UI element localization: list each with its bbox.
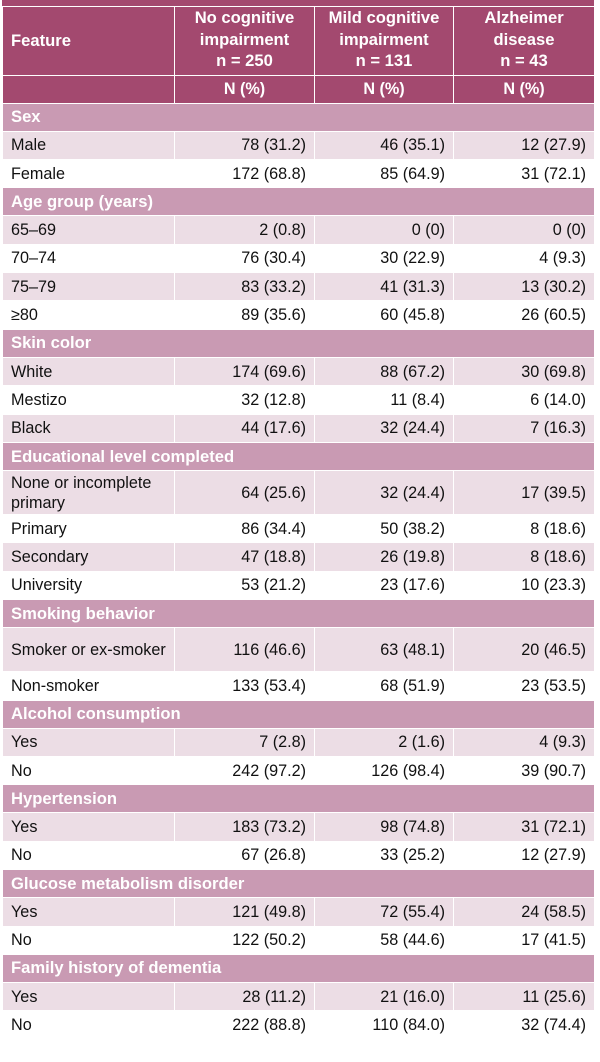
value-cell: 58 (44.6) <box>315 926 454 954</box>
section-header-row <box>3 870 595 898</box>
value-cell: 46 (35.1) <box>315 131 454 159</box>
value-cell: 41 (31.3) <box>315 273 454 301</box>
table-row <box>3 131 595 159</box>
row-label: No <box>3 841 175 869</box>
group-header-no-impairment <box>175 7 315 76</box>
value-cell: 4 (9.3) <box>454 728 595 756</box>
value-cell: 4 (9.3) <box>454 244 595 272</box>
row-label: White <box>3 357 175 385</box>
value-cell: 67 (26.8) <box>175 841 315 869</box>
value-cell: 31 (72.1) <box>454 159 595 187</box>
table-row <box>3 728 595 756</box>
group-n: n = 250 <box>216 51 273 70</box>
table-row <box>3 982 595 1010</box>
value-cell: 86 (34.4) <box>175 515 315 543</box>
value-cell: 11 (8.4) <box>315 386 454 414</box>
value-cell: 63 (48.1) <box>315 628 454 672</box>
section-title: Skin color <box>3 329 595 357</box>
row-label: No <box>3 926 175 954</box>
value-cell: 33 (25.2) <box>315 841 454 869</box>
value-cell: 32 (24.4) <box>315 471 454 515</box>
table-row <box>3 301 595 329</box>
value-cell: 10 (23.3) <box>454 571 595 599</box>
section-title: Glucose metabolism disorder <box>3 870 595 898</box>
value-cell: 121 (49.8) <box>175 898 315 926</box>
table-row <box>3 813 595 841</box>
section-header-row <box>3 785 595 813</box>
section-title: Hypertension <box>3 785 595 813</box>
value-cell: 98 (74.8) <box>315 813 454 841</box>
value-cell: 30 (22.9) <box>315 244 454 272</box>
value-cell: 21 (16.0) <box>315 982 454 1010</box>
table-row <box>3 628 595 672</box>
value-cell: 44 (17.6) <box>175 414 315 442</box>
value-cell: 122 (50.2) <box>175 926 315 954</box>
value-cell: 88 (67.2) <box>315 357 454 385</box>
value-cell: 172 (68.8) <box>175 159 315 187</box>
row-label: No <box>3 1011 175 1039</box>
group-name: Alzheimer disease <box>484 8 564 49</box>
row-label: Primary <box>3 515 175 543</box>
table-row <box>3 926 595 954</box>
unit-label: N (%) <box>175 75 315 103</box>
row-label: 75–79 <box>3 273 175 301</box>
value-cell: 53 (21.2) <box>175 571 315 599</box>
value-cell: 222 (88.8) <box>175 1011 315 1039</box>
value-cell: 13 (30.2) <box>454 273 595 301</box>
section-header-row <box>3 329 595 357</box>
value-cell: 26 (19.8) <box>315 543 454 571</box>
value-cell: 23 (17.6) <box>315 571 454 599</box>
table-row <box>3 159 595 187</box>
value-cell: 60 (45.8) <box>315 301 454 329</box>
value-cell: 8 (18.6) <box>454 515 595 543</box>
group-header-alzheimer <box>454 7 595 76</box>
value-cell: 174 (69.6) <box>175 357 315 385</box>
value-cell: 83 (33.2) <box>175 273 315 301</box>
value-cell: 183 (73.2) <box>175 813 315 841</box>
row-label: Yes <box>3 728 175 756</box>
table-row <box>3 571 595 599</box>
row-label: None or incomplete primary <box>3 471 175 515</box>
value-cell: 78 (31.2) <box>175 131 315 159</box>
table-body <box>3 103 595 1039</box>
row-label: University <box>3 571 175 599</box>
table-row <box>3 273 595 301</box>
section-header-row <box>3 700 595 728</box>
value-cell: 28 (11.2) <box>175 982 315 1010</box>
section-header-row <box>3 443 595 471</box>
row-label: Secondary <box>3 543 175 571</box>
row-label: Female <box>3 159 175 187</box>
section-title: Family history of dementia <box>3 954 595 982</box>
value-cell: 12 (27.9) <box>454 131 595 159</box>
value-cell: 72 (55.4) <box>315 898 454 926</box>
section-header-row <box>3 954 595 982</box>
value-cell: 7 (2.8) <box>175 728 315 756</box>
value-cell: 242 (97.2) <box>175 756 315 784</box>
value-cell: 32 (24.4) <box>315 414 454 442</box>
group-n: n = 43 <box>500 51 548 70</box>
table-row <box>3 216 595 244</box>
table-row <box>3 898 595 926</box>
row-label: Black <box>3 414 175 442</box>
value-cell: 0 (0) <box>454 216 595 244</box>
value-cell: 6 (14.0) <box>454 386 595 414</box>
value-cell: 0 (0) <box>315 216 454 244</box>
value-cell: 2 (0.8) <box>175 216 315 244</box>
value-cell: 68 (51.9) <box>315 672 454 700</box>
value-cell: 50 (38.2) <box>315 515 454 543</box>
group-header-mild-impairment <box>315 7 454 76</box>
group-name: No cognitive impairment <box>194 8 295 49</box>
value-cell: 8 (18.6) <box>454 543 595 571</box>
value-cell: 47 (18.8) <box>175 543 315 571</box>
table-row <box>3 386 595 414</box>
value-cell: 133 (53.4) <box>175 672 315 700</box>
table-row <box>3 1011 595 1039</box>
value-cell: 89 (35.6) <box>175 301 315 329</box>
unit-blank-cell <box>3 75 175 103</box>
row-label: Mestizo <box>3 386 175 414</box>
unit-row <box>3 75 595 103</box>
value-cell: 85 (64.9) <box>315 159 454 187</box>
row-label: Yes <box>3 898 175 926</box>
value-cell: 12 (27.9) <box>454 841 595 869</box>
table-row <box>3 756 595 784</box>
value-cell: 30 (69.8) <box>454 357 595 385</box>
value-cell: 20 (46.5) <box>454 628 595 672</box>
row-label: Smoker or ex-smoker <box>3 628 175 672</box>
value-cell: 17 (39.5) <box>454 471 595 515</box>
table-row <box>3 841 595 869</box>
value-cell: 32 (74.4) <box>454 1011 595 1039</box>
section-title: Alcohol consumption <box>3 700 595 728</box>
value-cell: 26 (60.5) <box>454 301 595 329</box>
row-label: Yes <box>3 982 175 1010</box>
value-cell: 39 (90.7) <box>454 756 595 784</box>
data-table-container <box>2 0 594 1040</box>
value-cell: 2 (1.6) <box>315 728 454 756</box>
row-label: Male <box>3 131 175 159</box>
table-row <box>3 357 595 385</box>
table-row <box>3 244 595 272</box>
value-cell: 110 (84.0) <box>315 1011 454 1039</box>
table-row <box>3 414 595 442</box>
group-name: Mild cognitive impairment <box>328 8 440 49</box>
feature-header: Feature <box>3 7 175 76</box>
row-label: ≥80 <box>3 301 175 329</box>
row-label: 70–74 <box>3 244 175 272</box>
table-row <box>3 543 595 571</box>
section-title: Sex <box>3 103 595 131</box>
row-label: Non-smoker <box>3 672 175 700</box>
section-header-row <box>3 188 595 216</box>
table-row <box>3 672 595 700</box>
section-title: Educational level completed <box>3 443 595 471</box>
characteristics-table <box>2 6 595 1040</box>
group-n: n = 131 <box>355 51 413 70</box>
value-cell: 17 (41.5) <box>454 926 595 954</box>
value-cell: 32 (12.8) <box>175 386 315 414</box>
section-header-row <box>3 103 595 131</box>
value-cell: 116 (46.6) <box>175 628 315 672</box>
row-label: No <box>3 756 175 784</box>
unit-label: N (%) <box>454 75 595 103</box>
header-row <box>3 7 595 76</box>
value-cell: 7 (16.3) <box>454 414 595 442</box>
value-cell: 64 (25.6) <box>175 471 315 515</box>
row-label: Yes <box>3 813 175 841</box>
unit-label: N (%) <box>315 75 454 103</box>
value-cell: 76 (30.4) <box>175 244 315 272</box>
value-cell: 126 (98.4) <box>315 756 454 784</box>
value-cell: 24 (58.5) <box>454 898 595 926</box>
table-row <box>3 515 595 543</box>
section-title: Smoking behavior <box>3 600 595 628</box>
row-label: 65–69 <box>3 216 175 244</box>
section-header-row <box>3 600 595 628</box>
section-title: Age group (years) <box>3 188 595 216</box>
value-cell: 11 (25.6) <box>454 982 595 1010</box>
value-cell: 23 (53.5) <box>454 672 595 700</box>
table-row <box>3 471 595 515</box>
value-cell: 31 (72.1) <box>454 813 595 841</box>
